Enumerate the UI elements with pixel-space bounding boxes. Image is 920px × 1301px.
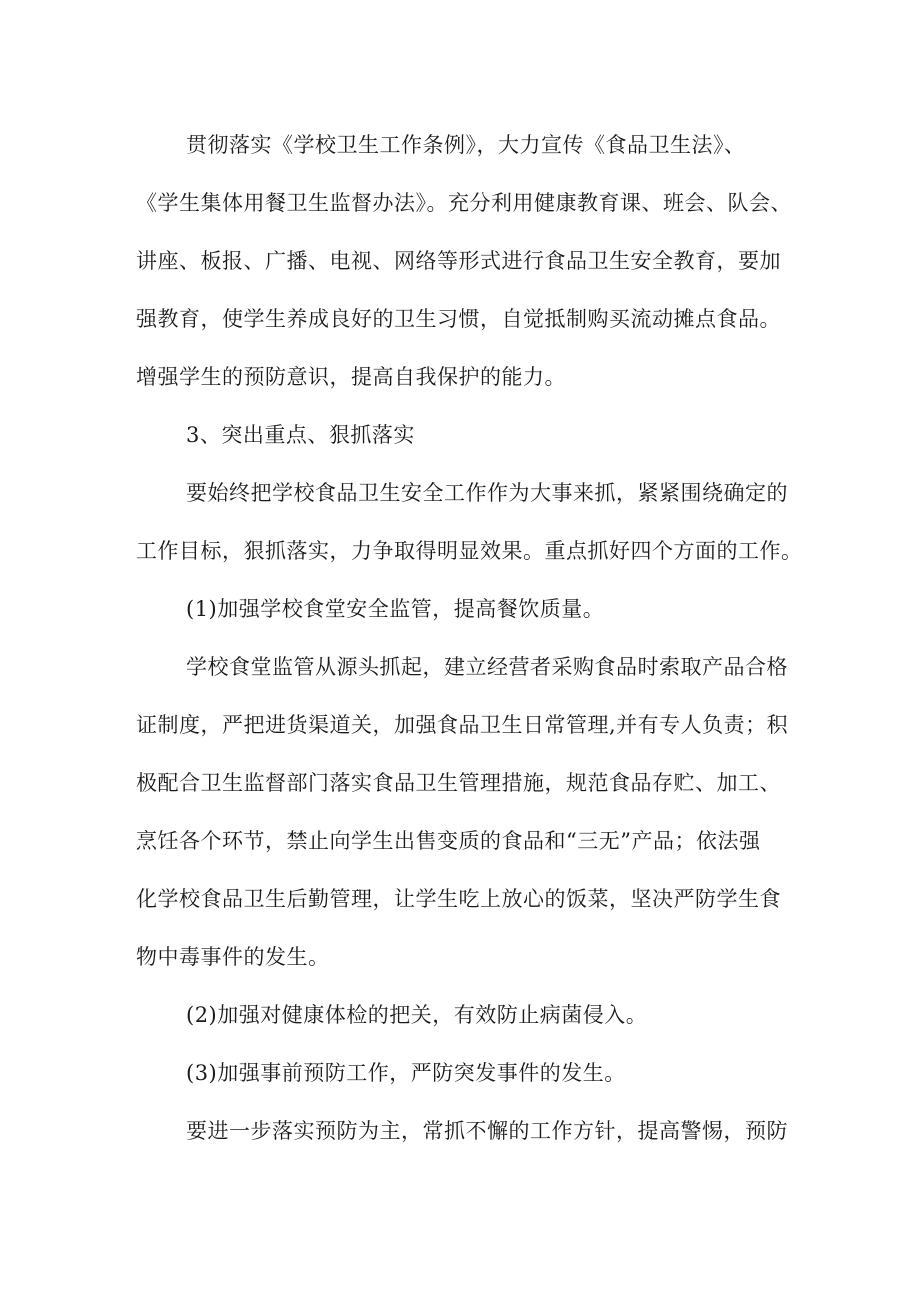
- paragraph-line: 证制度，严把进货渠道关，加强食品卫生日常管理,并有专人负责；积: [136, 713, 789, 737]
- paragraph-line: 物中毒事件的发生。: [136, 945, 330, 969]
- section-heading: 3、突出重点、狠抓落实: [186, 423, 415, 447]
- paragraph-line: 讲座、板报、广播、电视、网络等形式进行食品卫生安全教育，要加: [136, 249, 781, 273]
- paragraph-line: 贯彻落实《学校卫生工作条例》，大力宣传《食品卫生法》、: [186, 133, 746, 157]
- paragraph-line: 烹饪各个环节，禁止向学生出售变质的食品和“三无”产品；依法强: [136, 829, 761, 853]
- paragraph-line: 工作目标，狠抓落实，力争取得明显效果。重点抓好四个方面的工作。: [136, 539, 803, 563]
- paragraph-line: 学校食堂监管从源头抓起，建立经营者采购食品时索取产品合格: [186, 655, 788, 679]
- paragraph-line: 化学校食品卫生后勤管理，让学生吃上放心的饭菜，坚决严防学生食: [136, 887, 781, 911]
- paragraph-line: 要进一步落实预防为主，常抓不懈的工作方针，提高警惕，预防: [186, 1119, 788, 1143]
- paragraph-line: 极配合卫生监督部门落实食品卫生管理措施，规范食品存贮、加工、: [136, 771, 781, 795]
- paragraph-line: 增强学生的预防意识，提高自我保护的能力。: [136, 365, 566, 389]
- subheading: (1)加强学校食堂安全监管，提高餐饮质量。: [186, 597, 605, 621]
- paragraph-line: 强教育，使学生养成良好的卫生习惯，自觉抵制购买流动摊点食品。: [136, 307, 781, 331]
- subheading: (3)加强事前预防工作，严防突发事件的发生。: [186, 1061, 626, 1085]
- paragraph-line: 要始终把学校食品卫生安全工作作为大事来抓，紧紧围绕确定的: [186, 481, 788, 505]
- paragraph-line: 《学生集体用餐卫生监督办法》。充分利用健康教育课、班会、队会、: [136, 191, 792, 215]
- subheading: (2)加强对健康体检的把关，有效防止病菌侵入。: [186, 1003, 648, 1027]
